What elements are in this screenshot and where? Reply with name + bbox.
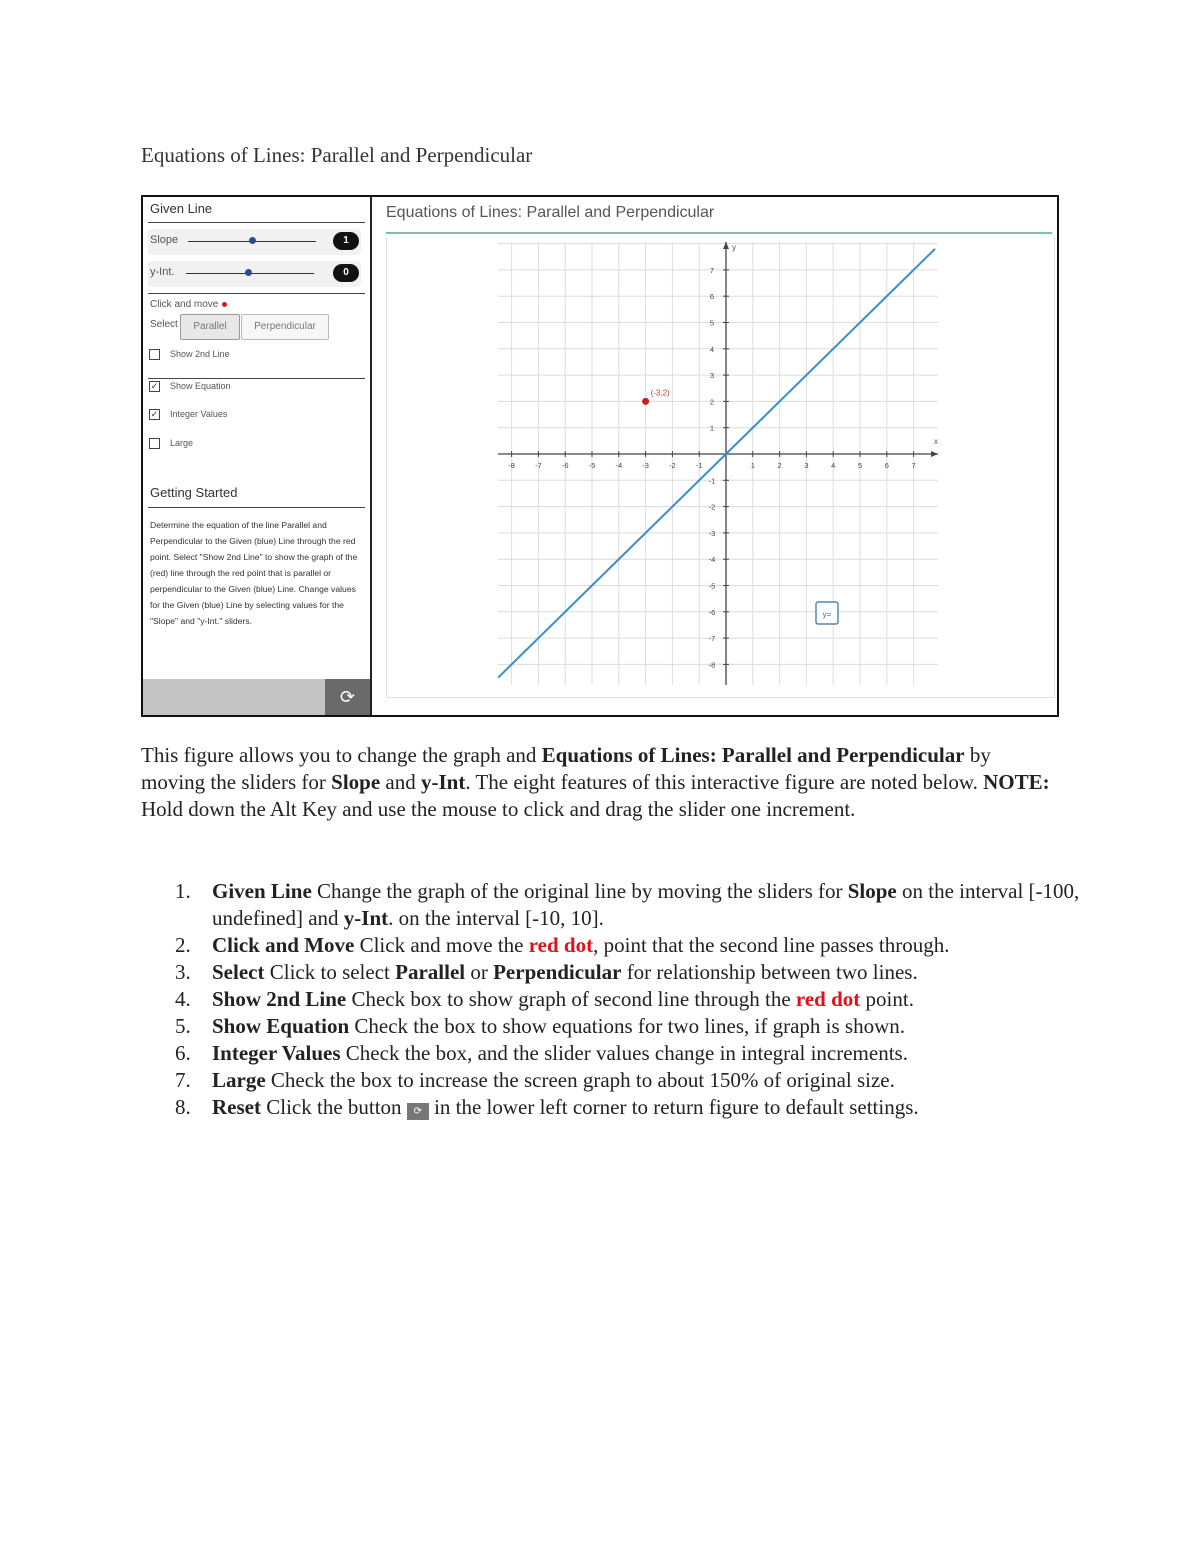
y-axis-label: y (732, 243, 736, 252)
given-line-heading: Given Line (150, 201, 213, 216)
y-tick-label: -7 (708, 634, 716, 644)
list-item (141, 986, 1101, 1013)
document-title: Equations of Lines: Parallel and Perpendicular (141, 143, 533, 167)
getting-started-heading: Getting Started (150, 485, 238, 500)
slope-value-badge: 1 (333, 232, 359, 250)
x-tick-label: 3 (804, 461, 809, 470)
click-move-text: Click and move (150, 299, 219, 310)
red-point[interactable] (642, 398, 649, 405)
bold-span: Reset (212, 1095, 261, 1119)
x-tick-label: -5 (588, 461, 596, 470)
list-number: 3. (175, 960, 191, 984)
yint-value-badge: 0 (333, 264, 359, 282)
y-axis-arrow (723, 242, 729, 249)
text-span: Change the graph of the original line by moving the sliders for (311, 879, 848, 903)
list-item (141, 959, 1101, 986)
x-tick-label: -6 (561, 461, 569, 470)
x-tick-label: 2 (777, 461, 782, 470)
select-label: Select (150, 319, 178, 330)
equation-toggle-label: y= (822, 610, 832, 619)
red-text: red dot (528, 933, 594, 957)
list-item (141, 1067, 1101, 1094)
show-2nd-line-label: Show 2nd Line (170, 349, 230, 359)
text-span: in the lower left corner to return figure to default settings. (428, 1095, 919, 1119)
bold-span: Slope (331, 770, 381, 794)
text-span: or (465, 960, 494, 984)
bold-span: Integer Values (212, 1041, 341, 1065)
graph-title: Equations of Lines: Parallel and Perpendicular (386, 204, 715, 221)
parallel-button[interactable]: Parallel (180, 314, 240, 340)
x-tick-label: 4 (831, 461, 836, 470)
y-tick-label: 2 (709, 397, 715, 407)
x-tick-label: 7 (911, 461, 916, 470)
text-span: Check the box, and the slider values change in integral increments. (340, 1041, 908, 1065)
list-number: 6. (175, 1041, 191, 1065)
bold-span: Large (212, 1068, 266, 1092)
point-label: (-3,2) (650, 388, 670, 398)
x-axis-label: x (934, 437, 938, 446)
slope-label: Slope (150, 234, 179, 246)
y-tick-label: -5 (708, 581, 716, 591)
text-span: and (380, 770, 421, 794)
list-number: 7. (175, 1068, 191, 1092)
yint-label: y-Int. (150, 266, 175, 278)
x-axis-arrow (931, 451, 938, 457)
list-item (141, 932, 1101, 959)
description-paragraph (141, 742, 1056, 823)
coordinate-plane[interactable] (143, 197, 1057, 715)
x-tick-label: -8 (508, 461, 515, 470)
x-tick-label: -3 (642, 461, 649, 470)
bold-span: Parallel (395, 960, 466, 984)
text-span: for relationship between two lines. (621, 960, 918, 984)
show-equation-label: Show Equation (170, 381, 231, 391)
text-span: , point that the second line passes through. (593, 933, 950, 957)
y-tick-label: 4 (709, 344, 715, 354)
list-number: 1. (175, 879, 191, 903)
x-tick-label: -2 (669, 461, 676, 470)
y-tick-label: 6 (709, 292, 715, 302)
list-number: 8. (175, 1095, 191, 1119)
x-tick-label: 6 (884, 461, 889, 470)
features-list (141, 878, 1101, 1121)
text-span: on the interval [-100, undefined] and (212, 879, 1080, 930)
bold-span: NOTE: (983, 770, 1050, 794)
integer-values-label: Integer Values (170, 409, 228, 419)
list-item (141, 1094, 1101, 1121)
y-tick-label: 1 (709, 423, 715, 433)
y-tick-label: 7 (709, 265, 715, 275)
x-tick-label: 5 (857, 461, 863, 470)
red-text: red dot (795, 987, 861, 1011)
y-tick-label: 3 (709, 371, 715, 381)
text-span: point. (860, 987, 914, 1011)
y-tick-label: -3 (708, 528, 716, 538)
bold-span: y-Int (343, 906, 389, 930)
getting-started-text: Determine the equation of the line Parallel and Perpendicular to the Given (blue) Line through the red point. Select "Show 2nd Line" to show the graph of the (red) line through the red point that is parallel or perpendicular to the Given (blue) Line. Change values for the Given (blue) Line by selecting values for the "Slope" and "y-Int." sliders. (150, 520, 358, 626)
x-tick-label: -1 (695, 461, 703, 470)
y-tick-label: 5 (709, 318, 715, 328)
y-tick-label: -8 (708, 660, 716, 670)
y-tick-label: -4 (708, 555, 716, 565)
list-item (141, 1040, 1101, 1067)
text-span: Click the button (260, 1095, 407, 1119)
list-number: 4. (175, 987, 191, 1011)
bold-span: Given Line (212, 879, 312, 903)
text-span: This figure allows you to change the graph and (141, 743, 542, 767)
text-span: by moving the sliders for (141, 743, 991, 794)
list-number: 2. (175, 933, 191, 957)
large-label: Large (170, 438, 194, 448)
text-span: Check the box to show equations for two lines, if graph is shown. (349, 1014, 905, 1038)
integer-values-checkbox[interactable]: ✓ (150, 409, 159, 420)
bold-span: Select (212, 960, 265, 984)
text-span: Hold down the Alt Key and use the mouse to click and drag the slider one increment. (141, 797, 856, 821)
text-span: . on the interval [-10, 10]. (388, 906, 604, 930)
y-tick-label: -2 (708, 502, 716, 512)
bold-span: Perpendicular (493, 960, 622, 984)
text-span: Check box to show graph of second line through the (346, 987, 796, 1011)
interactive-figure (141, 195, 1059, 717)
list-number: 5. (175, 1014, 191, 1038)
bold-span: Slope (847, 879, 897, 903)
text-span: . The eight features of this interactive figure are noted below. (465, 770, 984, 794)
text-span: Click and move the (354, 933, 529, 957)
y-tick-label: -1 (708, 476, 716, 486)
reset-icon: ⟳ (407, 1103, 429, 1120)
text-span: Check the box to increase the screen graph to about 150% of original size. (265, 1068, 895, 1092)
bold-span: Show Equation (212, 1014, 350, 1038)
bold-span: Show 2nd Line (212, 987, 347, 1011)
list-item (141, 878, 1101, 932)
bold-span: Equations of Lines: Parallel and Perpendicular (541, 743, 965, 767)
list-item (141, 1013, 1101, 1040)
x-tick-label: -4 (615, 461, 623, 470)
perpendicular-button[interactable]: Perpendicular (241, 314, 329, 340)
refresh-icon: ⟳ (339, 687, 356, 707)
x-tick-label: 1 (750, 461, 755, 470)
text-span: Click to select (264, 960, 396, 984)
x-tick-label: -7 (535, 461, 542, 470)
bold-span: y-Int (420, 770, 466, 794)
show-equation-checkbox[interactable]: ✓ (150, 381, 159, 392)
y-tick-label: -6 (708, 607, 716, 617)
bold-span: Click and Move (212, 933, 355, 957)
